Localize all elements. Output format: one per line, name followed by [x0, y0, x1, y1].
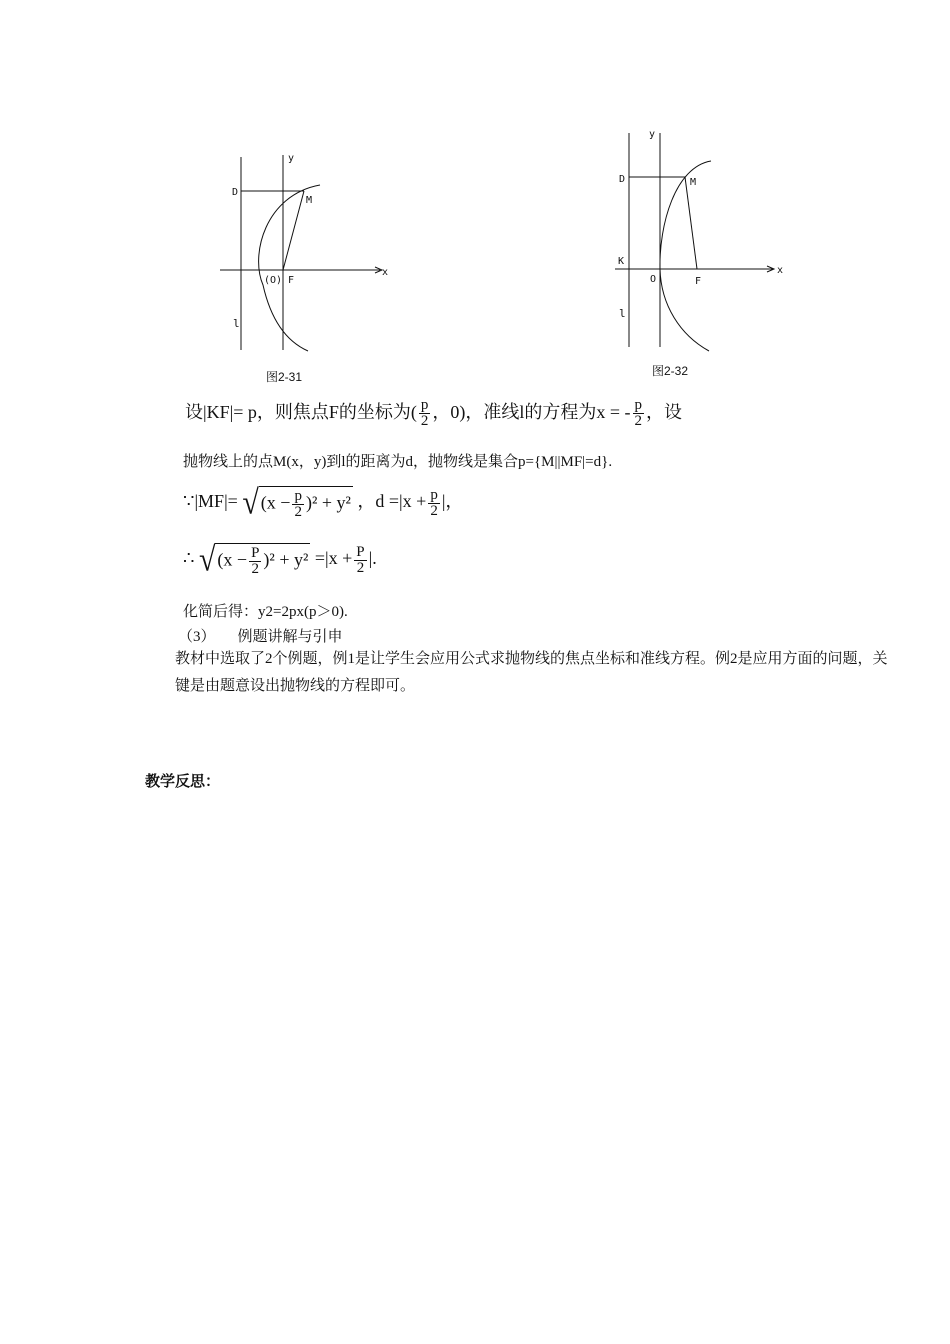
mf-distance-formula: ∵|MF|= √ (x − $\frac{p}{2}$ )² + y² ，d =|x + $\frac{p}{2}$ |，	[183, 483, 464, 522]
focus-directrix-statement: 设|KF|= p，则焦点F的坐标为( $\frac{p}{2}$ ，0)，准线l的方程为x = - $\frac{p}{2}$ ，设	[185, 397, 683, 430]
label-d: D	[232, 187, 239, 198]
section-heading	[178, 625, 343, 646]
teaching-reflection-heading: 教学反思：	[145, 773, 221, 790]
parabola-curve	[660, 161, 711, 351]
figure-2-32-caption: 图2-32	[652, 364, 689, 378]
fraction-p-over-2: $\frac{p}{2}$	[634, 397, 643, 430]
label-k: K	[618, 256, 625, 267]
figure-2-32-diagram	[605, 125, 795, 355]
fraction-p-over-2: $\frac{p}{2}$	[420, 397, 429, 430]
fraction-p-over-2: $\frac{p}{2}$	[430, 486, 438, 519]
label-l: l	[233, 317, 240, 330]
section-title: 例题讲解与引申	[237, 629, 343, 645]
equation-conclusion: ∴ √ (x − $\frac{P}{2}$ )² + y² =|x + $\frac{P}{2}$ |.	[183, 540, 377, 579]
section-number: （3）	[178, 629, 216, 645]
parabola-set-definition: 抛物线上的点M(x，y)到l的距离为d，抛物线是集合p={M||MF|=d}.	[183, 454, 613, 470]
label-y: y	[288, 153, 295, 164]
label-f: F	[288, 275, 295, 286]
label-x: x	[777, 265, 784, 276]
square-root: √ (x − $\frac{P}{2}$ )² + y²	[198, 540, 309, 579]
square-root: √ (x − $\frac{p}{2}$ )² + y²	[242, 483, 351, 522]
label-l: l	[619, 307, 626, 320]
label-origin: O	[650, 274, 657, 285]
fraction-p-over-2: $\frac{P}{2}$	[356, 543, 365, 576]
label-y: y	[649, 129, 656, 140]
figure-2-31-caption: 图2-31	[266, 370, 303, 384]
label-f: F	[695, 276, 702, 287]
parabola-curve	[259, 185, 320, 351]
label-m: M	[306, 195, 313, 206]
simplified-result: 化简后得：y2=2px(p＞0).	[183, 604, 348, 620]
mf-segment	[685, 177, 697, 269]
mf-segment	[283, 191, 304, 270]
figure-2-31-diagram	[210, 145, 410, 355]
label-d: D	[619, 174, 626, 185]
example-paragraph: 教材中选取了2个例题，例1是让学生会应用公式求抛物线的焦点坐标和准线方程。例2是应用方面的问题，关键是由题意设出抛物线的方程即可。	[175, 651, 888, 694]
label-m: M	[690, 177, 697, 188]
label-x: x	[382, 267, 389, 278]
label-origin: (O)	[264, 275, 283, 286]
